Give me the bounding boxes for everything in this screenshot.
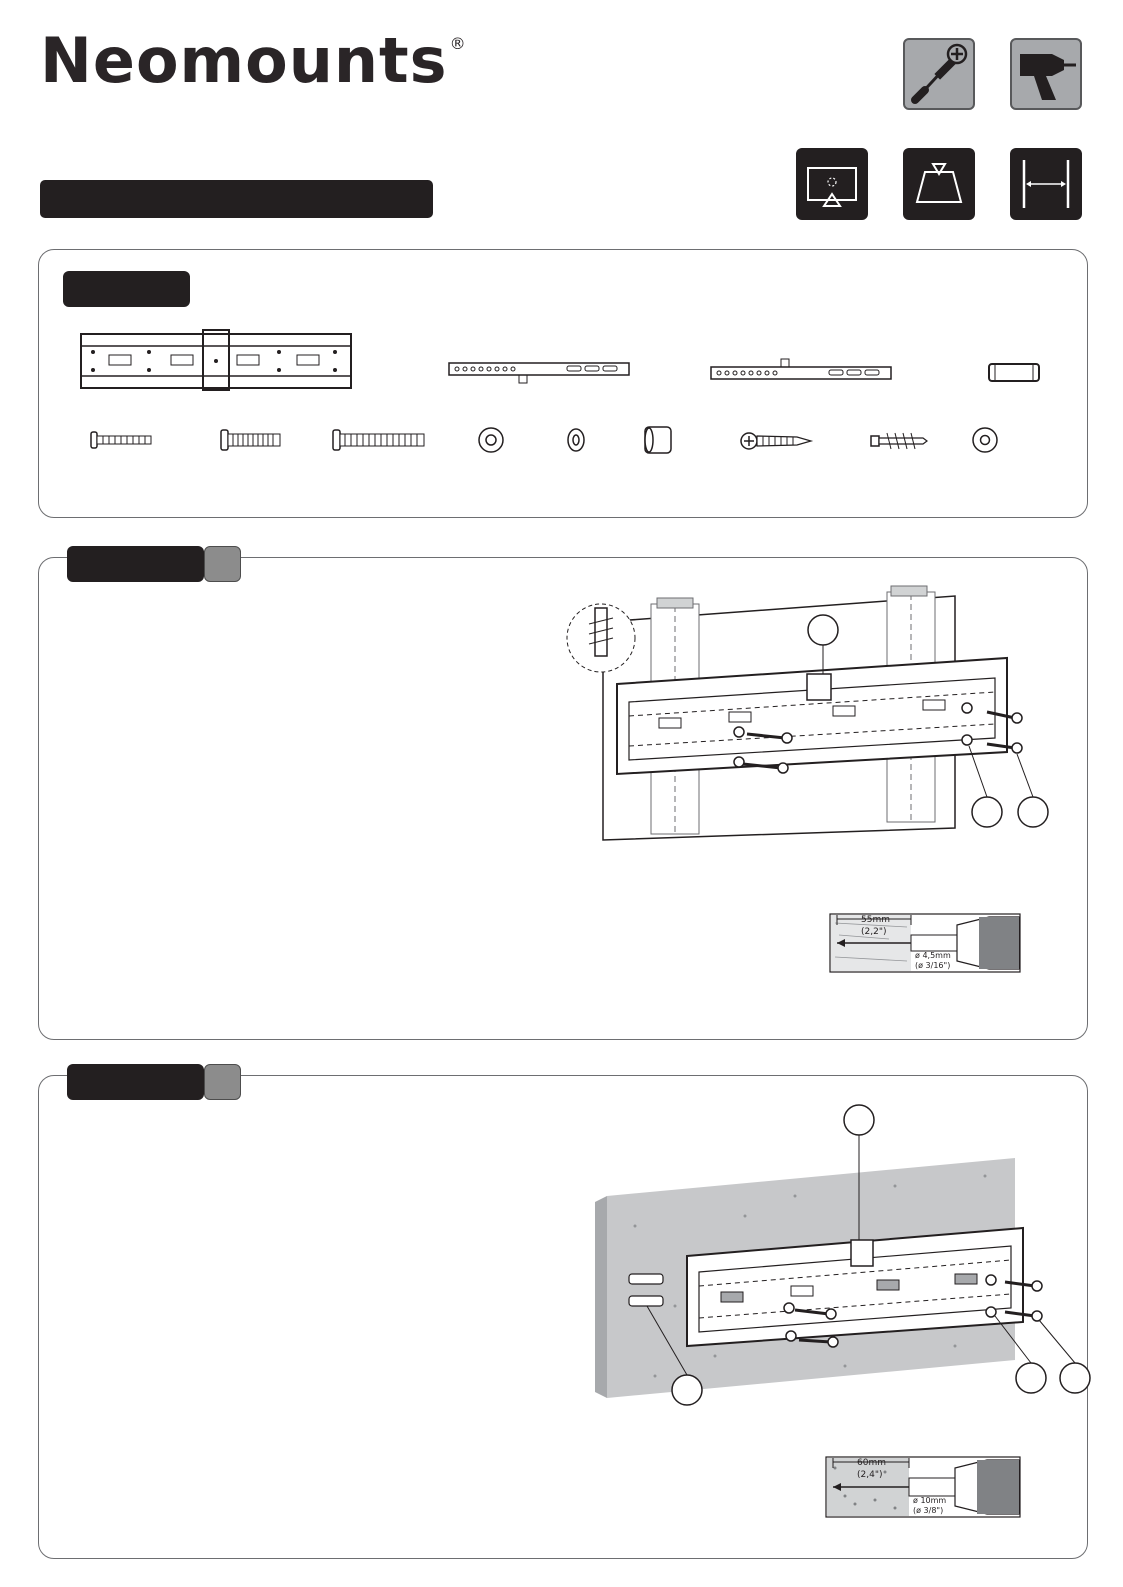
tv-center-icon [796, 148, 868, 220]
concrete-wall-illustration [595, 1096, 1075, 1412]
right-arm-part [709, 355, 894, 385]
width-icon [1010, 148, 1082, 220]
step2-panel [38, 1075, 1088, 1559]
left-arm-part [447, 355, 632, 385]
parts-label-tag [63, 271, 190, 307]
step2-diameter-mm: ø 10mm [913, 1496, 947, 1505]
spacer-block-part [987, 362, 1041, 384]
wood-stud-illustration [567, 588, 1067, 878]
step1-depth-mm: 55mm [861, 915, 890, 925]
wall-plate-part [79, 330, 354, 392]
wall-washer-part [971, 426, 999, 454]
step2-label-tag [67, 1064, 204, 1100]
wood-screw-part [739, 428, 815, 454]
brand-logo [40, 24, 467, 97]
step1-panel [38, 557, 1088, 1040]
step1-drill-detail [829, 913, 1021, 973]
step1-label-tag [67, 546, 204, 582]
spacer-tube-part [641, 424, 675, 456]
step1-depth-in: (2,2") [861, 927, 887, 937]
registered-mark: ® [449, 34, 467, 53]
brand-name: Neomounts [40, 24, 448, 97]
step1-diameter-in: (ø 3/16") [915, 961, 951, 970]
parts-panel [38, 249, 1088, 518]
small-washer-part [565, 426, 587, 454]
title-bar [40, 180, 433, 218]
screwdriver-icon [903, 38, 975, 110]
step2-diameter-in: (ø 3/8") [913, 1506, 944, 1515]
large-washer-part [477, 426, 505, 454]
step2-depth-in: (2,4") [857, 1470, 883, 1480]
step1-diameter-mm: ø 4,5mm [915, 951, 951, 960]
wall-plug-part [869, 430, 929, 452]
drill-icon [1010, 38, 1082, 110]
step2-depth-mm: 60mm [857, 1458, 886, 1468]
short-bolt-part [89, 428, 155, 452]
step2-drill-detail [825, 1456, 1021, 1518]
step1-number-tag [204, 546, 241, 582]
medium-bolt-part [219, 428, 285, 452]
tilt-icon [903, 148, 975, 220]
step2-number-tag [204, 1064, 241, 1100]
long-bolt-part [331, 428, 427, 452]
